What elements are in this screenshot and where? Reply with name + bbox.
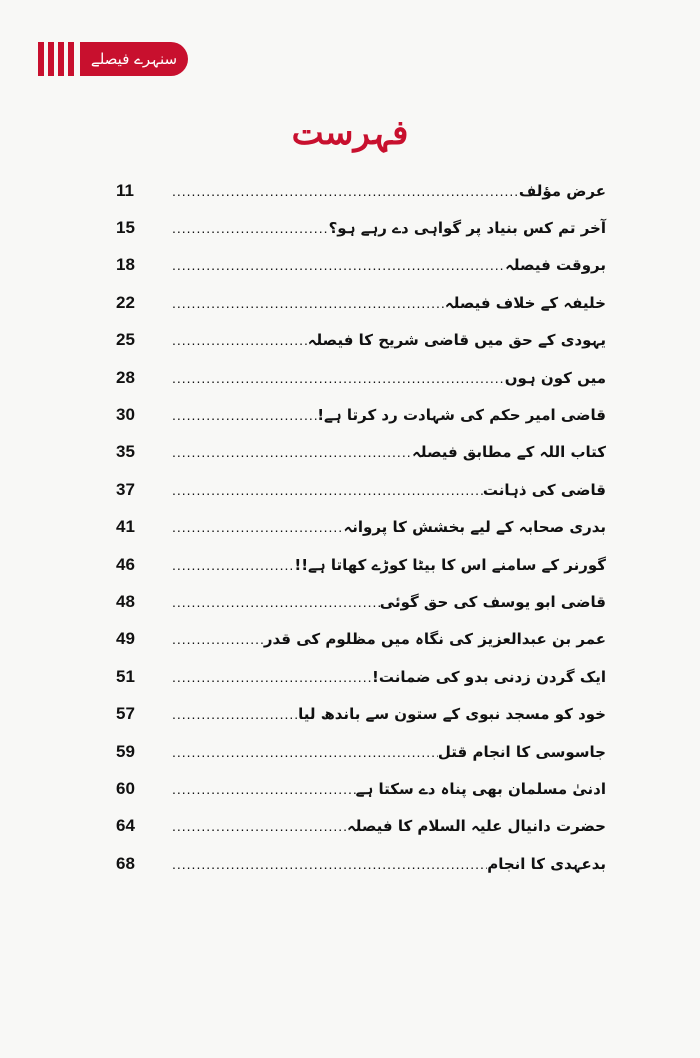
toc-dot-leader bbox=[164, 706, 298, 722]
toc-page-number: 30 bbox=[116, 405, 135, 425]
toc-entry[interactable] bbox=[116, 359, 606, 396]
toc-dot-leader bbox=[164, 332, 308, 348]
toc-entry[interactable] bbox=[116, 471, 606, 508]
ribbon-stripe bbox=[38, 42, 44, 76]
toc-page-number: 64 bbox=[116, 816, 135, 836]
toc-dot-leader bbox=[164, 856, 487, 872]
toc-dot-leader bbox=[164, 519, 343, 535]
toc-dot-leader bbox=[164, 183, 519, 199]
toc-dot-leader bbox=[164, 220, 329, 236]
toc-dot-leader bbox=[164, 444, 412, 460]
toc-entry-title: خلیفہ کے خلاف فیصلہ bbox=[444, 293, 606, 312]
toc-page-number: 35 bbox=[116, 442, 135, 462]
toc-entry-title: قاضی ابو یوسف کی حق گوئی bbox=[379, 592, 606, 611]
toc-dot-leader bbox=[164, 781, 356, 797]
toc-entry[interactable] bbox=[116, 209, 606, 246]
toc-entry-title: کتاب اللہ کے مطابق فیصلہ bbox=[412, 443, 606, 462]
toc-page-number: 25 bbox=[116, 330, 135, 350]
toc-dot-leader bbox=[164, 407, 317, 423]
toc-page-number: 59 bbox=[116, 741, 135, 761]
ribbon-stripe bbox=[68, 42, 74, 76]
toc-entry[interactable] bbox=[116, 770, 606, 807]
toc-entry-title: حضرت دانیال علیہ السلام کا فیصلہ bbox=[346, 817, 606, 836]
toc-page-number: 57 bbox=[116, 704, 135, 724]
toc-page-number: 41 bbox=[116, 517, 135, 537]
toc-entry-title: جاسوسی کا انجام قتل bbox=[437, 742, 606, 761]
toc-entry-title: عرض مؤلف bbox=[518, 181, 606, 200]
toc-entry-title: یہودی کے حق میں قاضی شریح کا فیصلہ bbox=[307, 331, 606, 350]
toc-dot-leader bbox=[164, 557, 294, 573]
toc-dot-leader bbox=[164, 631, 264, 647]
toc-page-number: 37 bbox=[116, 479, 135, 499]
toc-entry[interactable] bbox=[116, 695, 606, 732]
toc-entry[interactable] bbox=[116, 845, 606, 882]
toc-entry-title: عمر بن عبدالعزیز کی نگاہ میں مظلوم کی قدر bbox=[263, 630, 606, 649]
toc-entry[interactable] bbox=[116, 434, 606, 471]
toc-page-number: 11 bbox=[116, 180, 134, 200]
toc-page-number: 46 bbox=[116, 554, 135, 574]
toc-entry[interactable] bbox=[116, 808, 606, 845]
toc-entry[interactable] bbox=[116, 733, 606, 770]
page-title: فہرست bbox=[291, 113, 409, 153]
toc-entry-title: آخر تم کس بنیاد پر گواہی دے رہے ہو؟ bbox=[328, 219, 606, 238]
toc-entry-title: گورنر کے سامنے اس کا بیٹا کوڑے کھاتا ہے!! bbox=[294, 555, 606, 574]
toc-entry-title: قاضی کی ذہانت bbox=[482, 480, 606, 499]
toc-dot-leader bbox=[164, 744, 438, 760]
table-of-contents bbox=[116, 172, 606, 882]
toc-entry[interactable] bbox=[116, 509, 606, 546]
toc-entry[interactable] bbox=[116, 396, 606, 433]
toc-dot-leader bbox=[164, 257, 505, 273]
toc-entry[interactable] bbox=[116, 322, 606, 359]
toc-entry[interactable] bbox=[116, 583, 606, 620]
book-title-tag: سنہرے فیصلے bbox=[80, 42, 188, 76]
toc-dot-leader bbox=[164, 594, 380, 610]
toc-entry[interactable] bbox=[116, 284, 606, 321]
toc-entry-title: قاضی امیر حکم کی شہادت رد کرتا ہے! bbox=[317, 406, 606, 425]
ribbon-stripe bbox=[58, 42, 64, 76]
toc-page-number: 49 bbox=[116, 629, 135, 649]
toc-entry[interactable] bbox=[116, 172, 606, 209]
ribbon-stripe bbox=[48, 42, 54, 76]
header-ribbon bbox=[38, 42, 188, 76]
toc-page-number: 48 bbox=[116, 591, 135, 611]
toc-page-number: 68 bbox=[116, 853, 135, 873]
toc-page-number: 60 bbox=[116, 778, 135, 798]
toc-dot-leader bbox=[164, 482, 483, 498]
toc-dot-leader bbox=[164, 295, 445, 311]
toc-dot-leader bbox=[164, 370, 505, 386]
toc-entry[interactable] bbox=[116, 621, 606, 658]
toc-entry[interactable] bbox=[116, 546, 606, 583]
toc-page-number: 15 bbox=[116, 218, 135, 238]
toc-entry[interactable] bbox=[116, 658, 606, 695]
toc-entry-title: خود کو مسجد نبوی کے ستون سے باندھ لیا bbox=[298, 705, 606, 724]
toc-entry-title: بدعہدی کا انجام bbox=[487, 854, 606, 873]
toc-entry-title: بروقت فیصلہ bbox=[505, 256, 606, 275]
toc-page-number: 22 bbox=[116, 292, 135, 312]
toc-page-number: 51 bbox=[116, 666, 135, 686]
toc-dot-leader bbox=[164, 818, 347, 834]
toc-entry-title: ایک گردن زدنی بدو کی ضمانت! bbox=[372, 667, 606, 686]
toc-entry[interactable] bbox=[116, 247, 606, 284]
toc-entry-title: میں کون ہوں bbox=[504, 368, 606, 387]
toc-entry-title: ادنیٰ مسلمان بھی پناہ دے سکتا ہے bbox=[355, 779, 606, 798]
toc-page-number: 18 bbox=[116, 255, 135, 275]
toc-dot-leader bbox=[164, 669, 372, 685]
toc-page-number: 28 bbox=[116, 367, 135, 387]
toc-entry-title: بدری صحابہ کے لیے بخشش کا پروانہ bbox=[343, 518, 606, 537]
